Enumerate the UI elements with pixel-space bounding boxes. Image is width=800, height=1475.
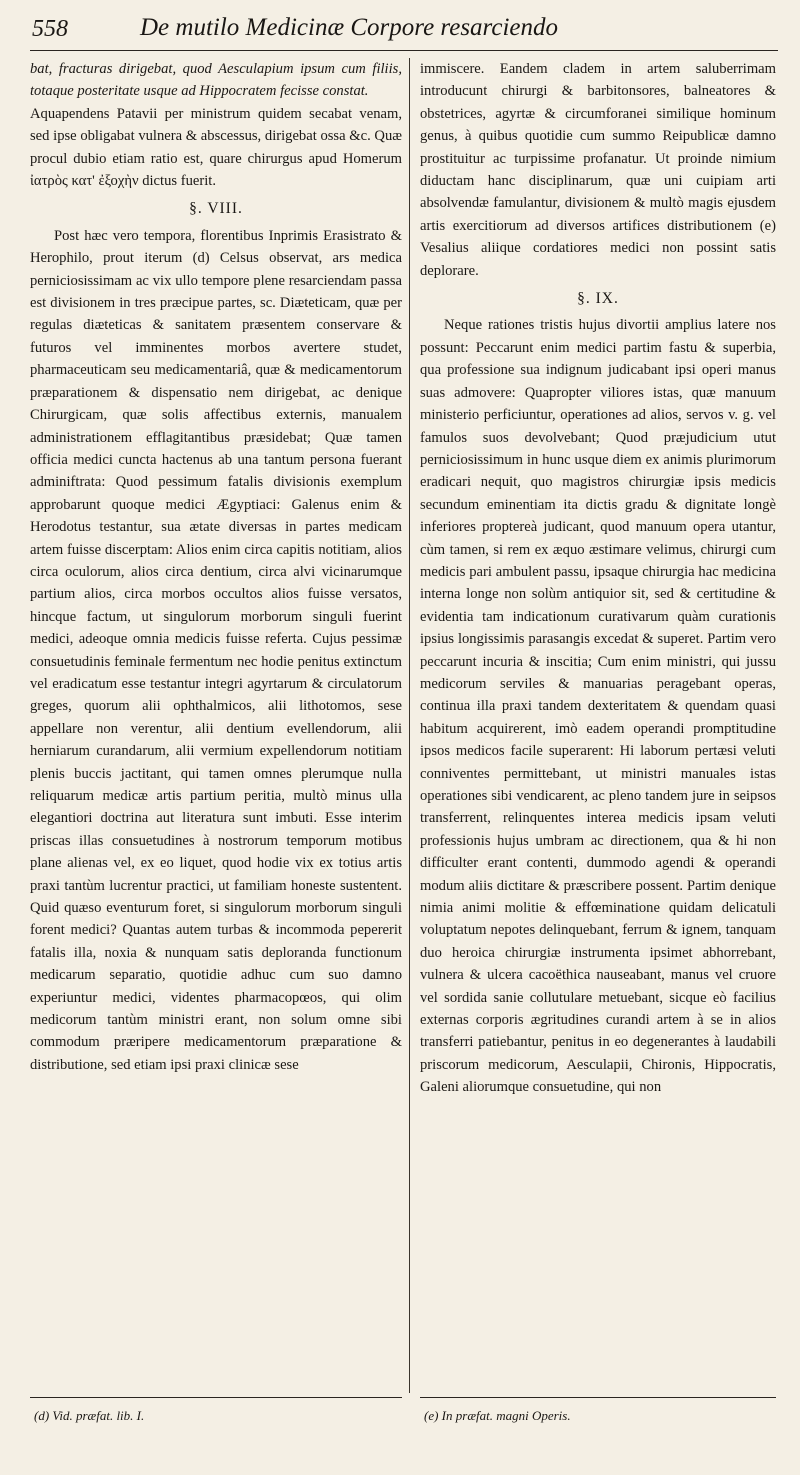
left-paragraph-2: Post hæc vero tempora, florentibus Inprimis Erasistrato & Herophilo, prout iterum (d) Celsus observat, ars medica perniciosissimam ac vix ullo tempore plene resarciendam passa est divisionem in tres præcipue partes, sc. Diæteticam, quæ per regulas diæteticas & sanitatem præsentem conservare & futuros vel imminentes morbos avertere studet, pharmaceuticam seu medicamentariâ, quæ & medicamentorum præparationem & dispensatio nem dirigebat, ac denique Chirurgicam, quæ solis affectibus externis, manualem administrationem efflagitantibus præsidebat; Quæ tamen officia medici cuncta hactenus ab una tantum persona fuerant adminiftrata: Quod pessimum fatalis divisionis exemplum approbarunt quoque medici Ægyptiaci: Galenus enim & Herodotus testantur, sua ætate diversas in partes medicam artem fuisse discerptam: Alios enim circa capitis notitiam, alios circa oculorum, alios circa dentium, circa alvi vicinarumque partium alios, circa morbos occultos alios fuisse versatos, hincque factum, ut singulorum morborum singuli fuerint medici, adeoque omnia medicis fuisse referta. Cujus pessimæ consuetudinis feminale fermentum nec hodie penitus extinctum vel eradicatum esse testantur integri agyrtarum & circulatorum greges, quorum alii ophthalmicos, alii lithotomos, sese appellare non verentur, alii dentium evellendorum, alii herniarum curandarum, alii vermium expellendorum notitiam plenis buccis jactitant, qui tamen omnes plerumque nulla reliquarum medicæ artis partium peritia, multò minus ulla elegantiori doctrina aut literatura sunt imbuti. Esse interim priscas illas consuetudines à nostrorum temporum motibus plane alienas vel, ex eo liquet, quod hodie vix ex totius artis praxi tantùm lucrentur practici, ut familiam honeste sustentent. Quid quæso eventurum foret, si singulorum morborum singuli forent medici? Quantas autem turbas & incommoda pepererit fatalis illa, noxia & nunquam satis deploranda functionum medicarum separatio, quotidie adhuc cum suo damno experiuntur medici, videntes pharmacopœos, qui olim medicorum tantùm ministri erant, non solum omne sibi commodum præripere medicamentorum præparatione & distributione, sed etiam ipsi praxi clinicæ sese [30, 227, 402, 1073]
running-title: De mutilo Medicinæ Corpore resarciendo [140, 14, 558, 41]
page-header [30, 6, 780, 46]
right-paragraph-1: immiscere. Eandem cladem in artem saluberrimam introducunt chirurgi & barbitonsores, balneatores & obstetrices, agyrtæ & circumforanei similique hominum genus, à quibus quotidie cum summo Reipublicæ damno prostituitur ac turpissime profanatur. Ut proinde nimium diductam hanc disciplinarum, quæ uni cuipiam arti absolvendæ famulantur, divisionem & multò magis ejusdem artis exercitiorum ad diversos artifices distributionem (e) Vesalius aliique cordatiores medici non possint satis deplorare. [420, 61, 776, 279]
footnote-d: (d) Vid. præfat. lib. I. [34, 1408, 145, 1423]
section-heading-ix: §. IX. [577, 290, 619, 308]
footnote-e: (e) In præfat. magni Operis. [424, 1408, 571, 1423]
footnote-rule-right [420, 1397, 776, 1398]
left-column [30, 58, 402, 1076]
right-paragraph-2: Neque rationes tristis hujus divortii amplius latere nos possunt: Peccarunt enim medici partim fastu & superbia, qua professione sua indignum judicabant ipsi operi manus suas admovere: Quapropter viliores istas, quæ manuum ministerio perficiuntur, operationes ad alios, servos v. g. vel famulos suos devolvebant; Quod præjudicium utut perniciosissimum in hunc usque diem ex animis plurimorum eradicari nequit, quo magistros chirurgiæ ipsis medicis secundum eminentiam ita dictis gradu & dignitate longè inferiores proptereà judicant, quod manuum opera utantur, cùm tamen, si rem ex æquo æstimare velimus, chirurgi cum medicis pari ambulent passu, ipsaque chirurgia hac medicina interna longe non solùm antiquior sit, sed & certitudine & evidentia tam indicationum curativarum quàm curationis ipsius longissimis parasangis excedat & superet. Partim vero peccarunt incuria & inscitia; Cum enim ministri, qui jussu medicorum serviles & manuarias peragebant operas, continua illa praxi tandem dexteritatem & quendam quasi habitum acquirerent, imò eadem operandi promptitudine ipsos medicos facile superarent: Hi laborum pertæsi veluti conniventes permittebant, ut ministri manuales istas operationes sibi vendicarent, ac pleno tandem jure in seipsos transferrent, relinquentes interea medicis ipsam veluti professionis hujus umbram ac directionem, qua & hi non difficulter erant contenti, dummodo agendi & operandi modum aliis dictitare & præscribere possent. Partim denique nimia animi molitie & effœminatione quidam delicatuli voluptatum nepotes delinquebant, ferrum & ignem, tanquam duo heroica chirurgiæ instrumenta ipsimet abhorrebant, vulnera & ulcera cacoëthica nauseabant, manus vel cruore vel sordida sanie collutulare metuebant, sicque eò facilius externas corporis ægritudines curandi artem à se in alios transferri patiebantur, penitus in eo degenerantes à laudabili priscorum medicorum, Aesculapii, Chironis, Hippocratis, Galeni aliorumque consuetudine, qui non [420, 317, 776, 1096]
left-lead-paragraph: bat, fracturas dirigebat, quod Aesculapium ipsum cum filiis, totaque posteritate usque ad Hippocratem fecisse constat. [30, 61, 402, 100]
footnote-rule-left [30, 1397, 402, 1398]
header-rule [30, 50, 778, 51]
left-paragraph-1: Aquapendens Patavii per ministrum quidem secabat venam, sed ipse obligabat vulnera & abscessus, dirigebat ossa &c. Quæ procul dubio etiam ratio est, quare chirurgus apud Homerum ἰατρὸς κατ' ἐξοχὴν dictus fuerit. [30, 105, 402, 190]
column-divider [409, 58, 410, 1393]
section-heading-viii: §. VIII. [189, 200, 243, 218]
page-number: 558 [32, 16, 68, 42]
right-column [420, 58, 776, 1099]
